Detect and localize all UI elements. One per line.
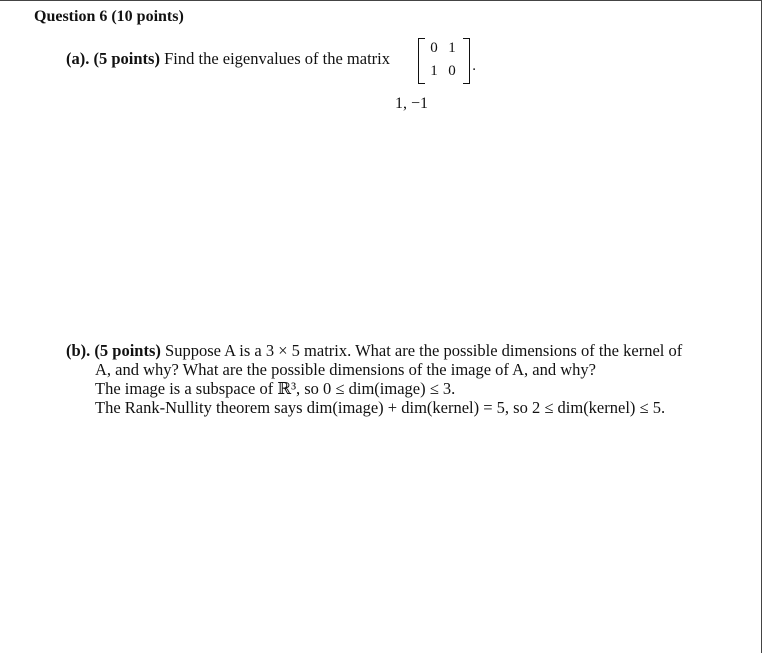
part-b-block [66,341,746,417]
part-b-answer-line1: The image is a subspace of ℝ³, so 0 ≤ dim(image) ≤ 3. [95,379,456,398]
matrix-cell-1-2: 1 [448,40,456,56]
part-b-label: (b). (5 points) [66,341,161,360]
part-b-prompt-line2: A, and why? What are the possible dimensions of the image of A, and why? [95,360,596,379]
matrix-cell-2-1: 1 [430,63,438,79]
matrix-cell-2-2: 0 [448,63,456,79]
part-b-answer-line2: The Rank-Nullity theorem says dim(image) + dim(kernel) = 5, so 2 ≤ dim(kernel) ≤ 5. [95,398,666,417]
matrix-right-bracket [463,38,470,84]
matrix-left-bracket [418,38,425,84]
part-a-label: (a). (5 points) [66,49,160,68]
matrix [418,36,480,84]
part-a-text: Find the eigenvalues of the matrix [164,49,390,68]
matrix-period: . [472,58,476,74]
matrix-cell-1-1: 0 [430,40,438,56]
part-a-prompt [66,49,390,69]
part-a-answer: 1, −1 [395,95,429,112]
part-b-prompt-line1: Suppose A is a 3 × 5 matrix. What are the possible dimensions of the kernel of [165,341,683,360]
question-title: Question 6 (10 points) [34,8,184,25]
